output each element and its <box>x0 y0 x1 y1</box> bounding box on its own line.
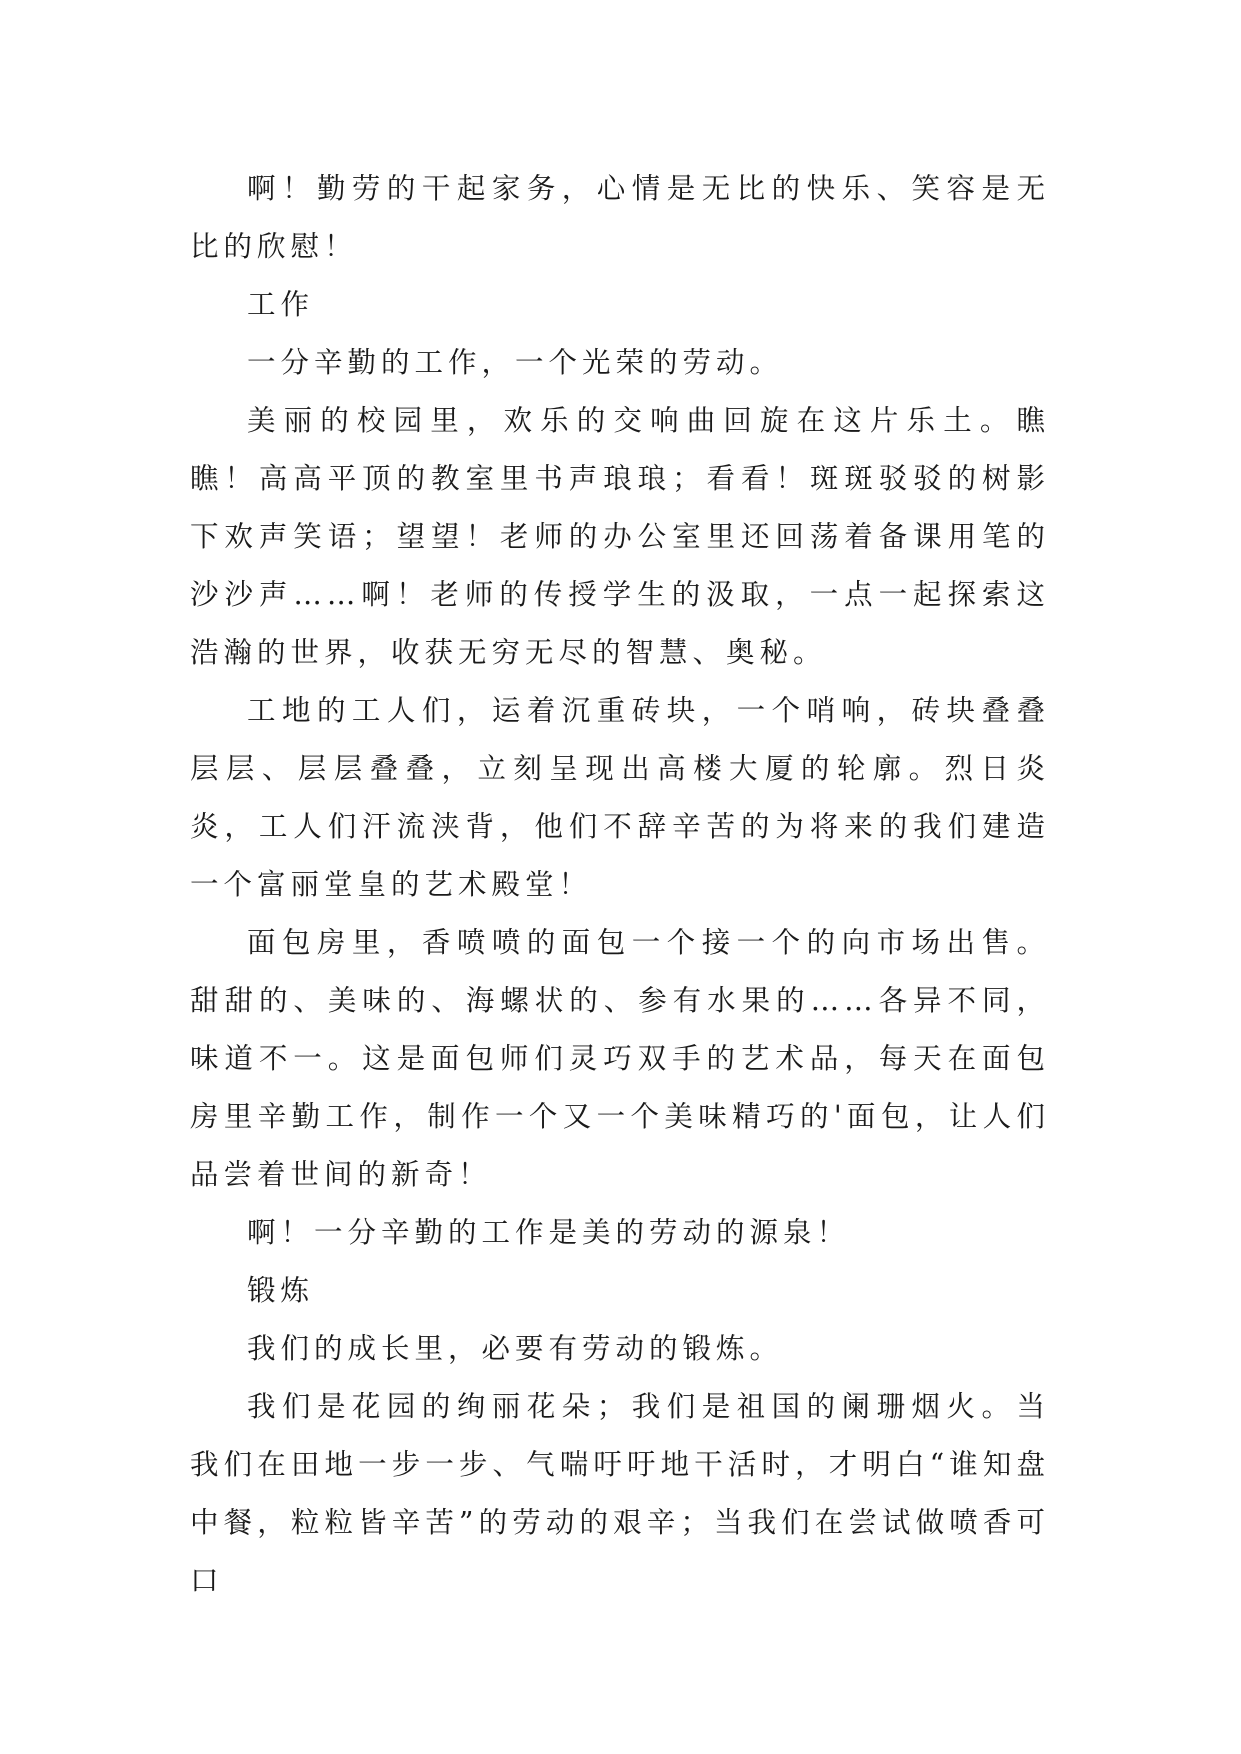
paragraph-flowers-fields: 我们是花园的绚丽花朵；我们是祖国的阑珊烟火。当我们在田地一步一步、气喘吁吁地干活时，才明白“谁知盘中餐，粒粒皆辛苦”的劳动的艰辛；当我们在尝试做喷香可口 <box>190 1390 1050 1597</box>
section-heading-work: 工作 <box>247 288 315 321</box>
paragraph-campus: 美丽的校园里，欢乐的交响曲回旋在这片乐土。瞧瞧！高高平顶的教室里书声琅琅；看看！斑斑驳驳的树影下欢声笑语；望望！老师的办公室里还回荡着备课用笔的沙沙声……啊！老师的传授学生的汲取，一点一起探索这浩瀚的世界，收获无穷无尽的智慧、奥秘。 <box>190 404 1050 669</box>
paragraph-work-conclusion: 啊！一分辛勤的工作是美的劳动的源泉！ <box>247 1216 851 1249</box>
paragraph-work-intro: 一分辛勤的工作，一个光荣的劳动。 <box>247 346 784 379</box>
section-heading-exercise: 锻炼 <box>247 1274 315 1307</box>
paragraph-construction-workers: 工地的工人们，运着沉重砖块，一个哨响，砖块叠叠层层、层层叠叠，立刻呈现出高楼大厦的轮廓。烈日炎炎，工人们汗流浃背，他们不辞辛苦的为将来的我们建造一个富丽堂皇的艺术殿堂！ <box>190 694 1050 901</box>
paragraph-housework-conclusion: 啊！勤劳的干起家务，心情是无比的快乐、笑容是无比的欣慰！ <box>190 172 1050 263</box>
paragraph-bakery: 面包房里，香喷喷的面包一个接一个的向市场出售。甜甜的、美味的、海螺状的、参有水果的……各异不同，味道不一。这是面包师们灵巧双手的艺术品，每天在面包房里辛勤工作，制作一个又一个美味精巧的'面包，让人们品尝着世间的新奇！ <box>190 926 1050 1191</box>
document-body <box>190 160 1050 1610</box>
paragraph-exercise-intro: 我们的成长里，必要有劳动的锻炼。 <box>247 1332 784 1365</box>
